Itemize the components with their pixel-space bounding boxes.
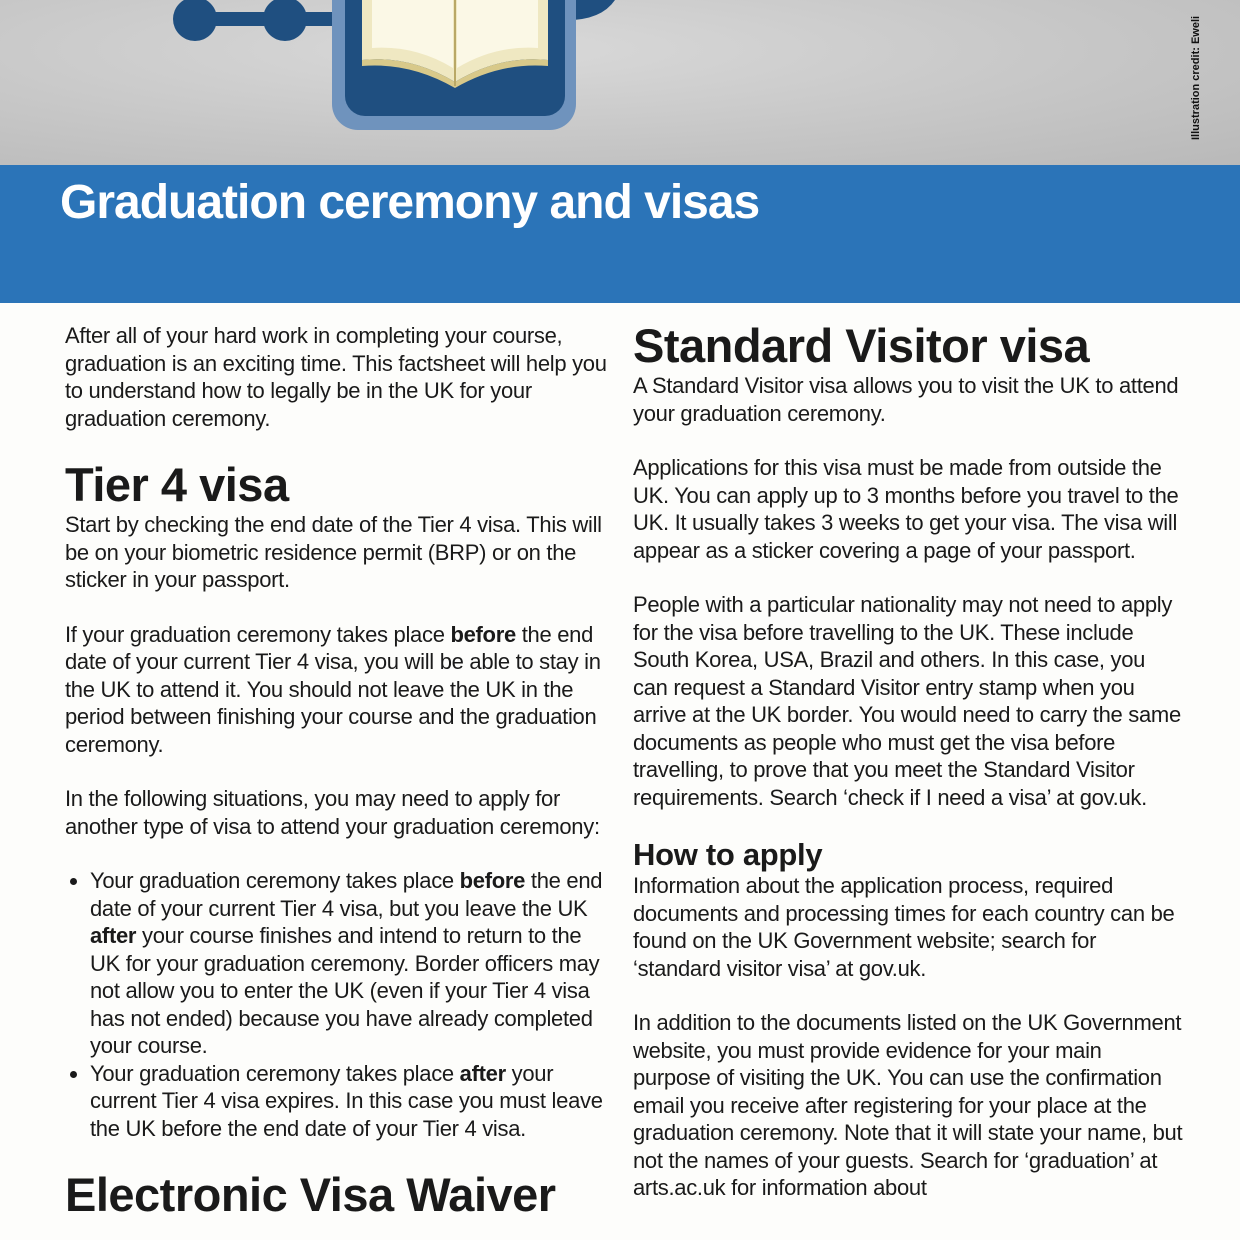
tier4-paragraph-2: If your graduation ceremony takes place before the end date of your current Tier 4 visa, you will be able to stay in the UK to attend it. You should not leave the UK in the period between finishing your course and the graduation ceremony. bbox=[65, 621, 601, 757]
header-illustration bbox=[0, 0, 1240, 165]
tier4-paragraph-1: Start by checking the end date of the Tier 4 visa. This will be on your biometric residence permit (BRP) or on the sticker in your passport. bbox=[65, 512, 602, 592]
apply-paragraph-2: In addition to the documents listed on the UK Government website, you must provide evidence for your main purpose of visiting the UK. You can use the confirmation email you receive after registering for your place at the graduation ceremony. Note that it will state your name, but not the names of your guests. Search for ‘graduation’ at arts.ac.uk for information about bbox=[633, 1010, 1183, 1200]
svv-paragraph-2: Applications for this visa must be made from outside the UK. You can apply up to 3 months before you travel to the UK. It usually takes 3 weeks to get your visa. The visa will appear as a sticker covering a page of your passport. bbox=[633, 455, 1179, 563]
tier4-heading: Tier 4 visa bbox=[65, 458, 289, 511]
list-item: • Your graduation ceremony takes place after your current Tier 4 visa expires. In this case you must leave the UK before the end date of your Tier 4 visa. bbox=[90, 1060, 610, 1143]
svv-paragraph-3: People with a particular nationality may not need to apply for the visa before travelling to the UK. These include South Korea, USA, Brazil and others. In this case, you can request a Standard Visitor entry stamp when you arrive at the UK border. You would need to carry the same documents as people who must get the visa before travelling, to prove that you meet the Standard Visitor requirements. Search ‘check if I need a visa’ at gov.uk. bbox=[633, 592, 1181, 810]
how-to-apply-heading: How to apply bbox=[633, 837, 823, 872]
svv-heading: Standard Visitor visa bbox=[633, 319, 1090, 372]
apply-paragraph-1: Information about the application process, required documents and processing times for each country can be found on the UK Government website; search for ‘standard visitor visa’ at gov.uk. bbox=[633, 873, 1175, 981]
title-banner bbox=[0, 165, 1240, 303]
left-column bbox=[65, 322, 610, 1221]
tier4-paragraph-3: In the following situations, you may need to apply for another type of visa to attend your graduation ceremony: bbox=[65, 786, 600, 839]
list-item: • Your graduation ceremony takes place before the end date of your current Tier 4 visa, but you leave the UK after your course finishes and intend to return to the UK for your graduation ceremony. Border officers may not allow you to enter the UK (even if your Tier 4 visa has not ended) because you have already completed your course. bbox=[90, 867, 610, 1060]
situations-list bbox=[65, 867, 610, 1142]
page-title: Graduation ceremony and visas bbox=[60, 176, 760, 229]
svv-paragraph-1: A Standard Visitor visa allows you to visit the UK to attend your graduation ceremony. bbox=[633, 373, 1179, 426]
illustration-credit: Illustration credit: Eweli bbox=[1190, 15, 1202, 140]
intro-paragraph: After all of your hard work in completing your course, graduation is an exciting time. This factsheet will help you to understand how to legally be in the UK for your graduation ceremony. bbox=[65, 323, 607, 431]
open-book-icon bbox=[0, 0, 1240, 165]
evw-heading: Electronic Visa Waiver bbox=[65, 1168, 556, 1221]
right-column bbox=[633, 319, 1183, 1229]
